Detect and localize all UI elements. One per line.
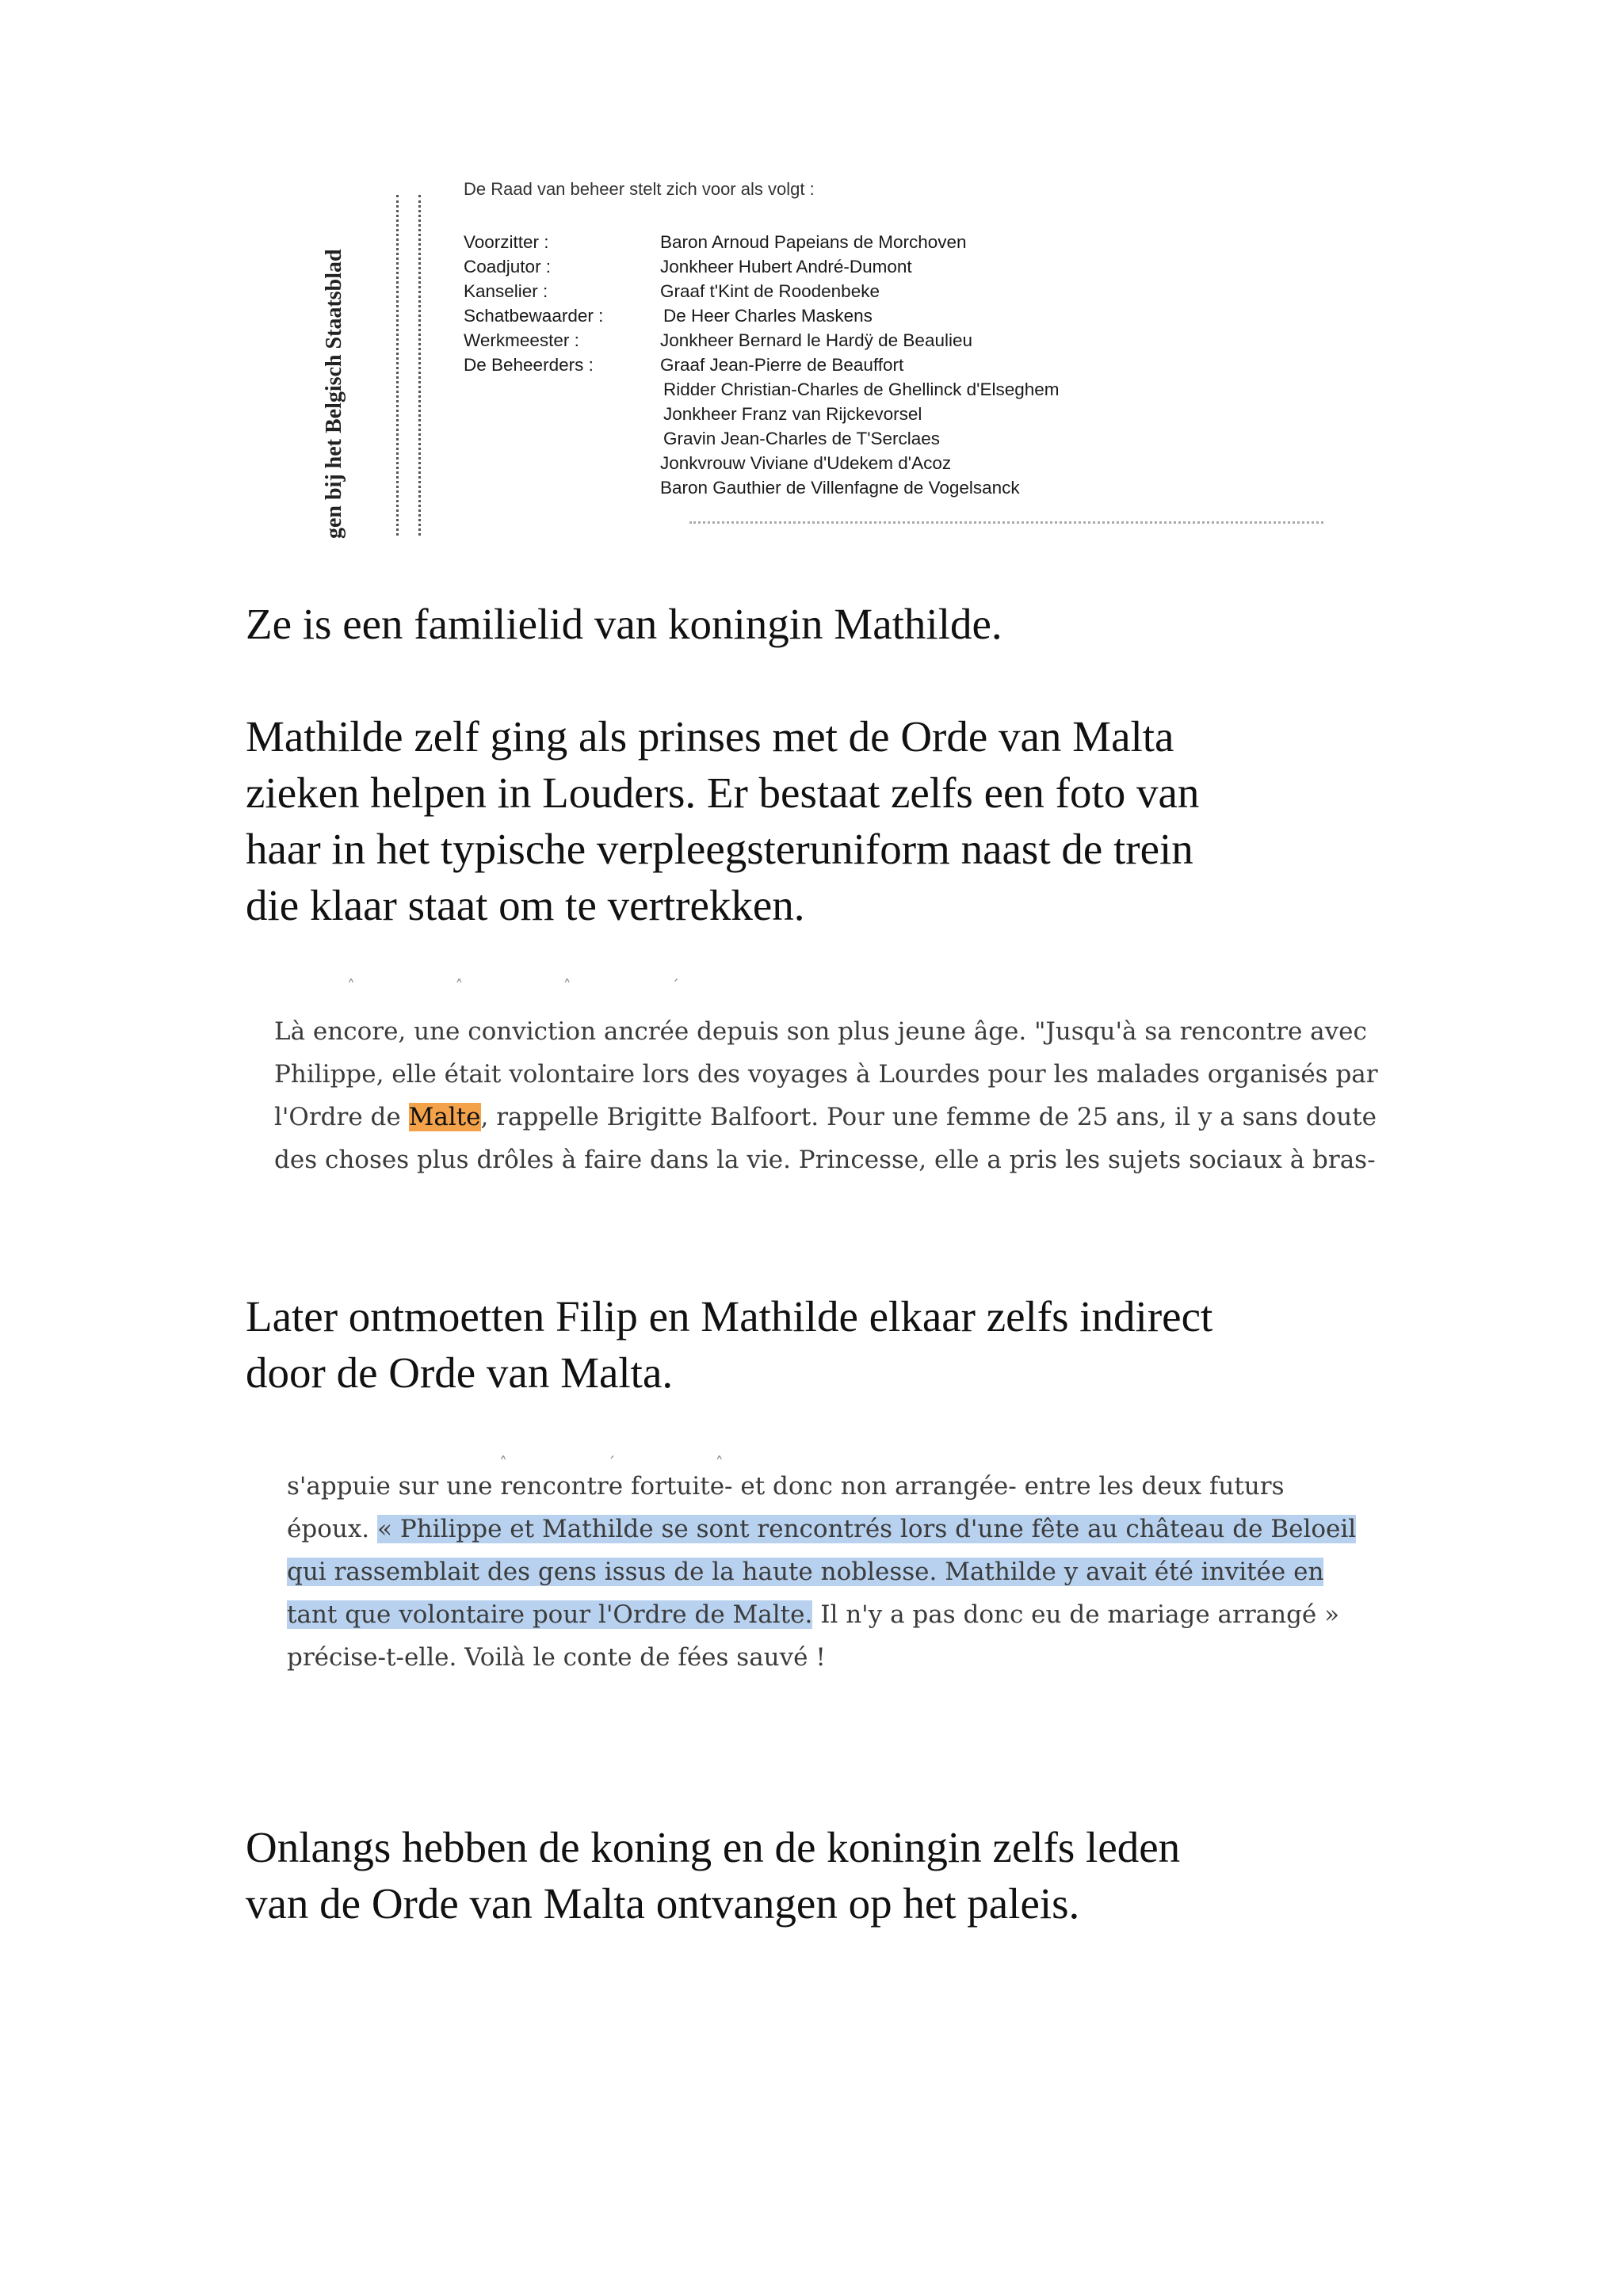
board-member-name: Graaf Jean-Pierre de Beauffort bbox=[660, 355, 904, 375]
clipping-line bbox=[287, 1600, 1339, 1629]
paragraph-line: Mathilde zelf ging als prinses met de Orde van Malta bbox=[246, 712, 1174, 761]
clipping-line bbox=[287, 1515, 1356, 1543]
dotted-divider bbox=[396, 195, 399, 536]
paragraph-line: Onlangs hebben de koning en de koningin zelfs leden bbox=[246, 1823, 1181, 1871]
clipping-cut-heading: De Raad van beheer stelt zich voor als volgt : bbox=[464, 179, 815, 199]
board-roles bbox=[464, 230, 603, 377]
board-member-name: Jonkheer Hubert André-Dumont bbox=[660, 257, 912, 277]
paragraph-palace-reception bbox=[246, 1819, 1403, 1932]
highlighted-word: Malte bbox=[408, 1103, 481, 1131]
highlighted-quote: tant que volontaire pour l'Ordre de Malte. bbox=[287, 1600, 813, 1629]
paragraph-line: die klaar staat om te vertrekken. bbox=[246, 881, 805, 929]
clipping-text: Il n'y a pas donc eu de mariage arrangé » bbox=[812, 1600, 1340, 1629]
paragraph-line: van de Orde van Malta ontvangen op het paleis. bbox=[246, 1879, 1080, 1928]
clipping-text: époux. bbox=[287, 1515, 378, 1543]
role-label: Coadjutor : bbox=[464, 257, 552, 277]
board-member-name: Gravin Jean-Charles de T'Serclaes bbox=[663, 429, 941, 448]
paragraph-family-member: Ze is een familielid van koningin Mathilde. bbox=[246, 600, 1002, 648]
role-label: Werkmeester : bbox=[464, 330, 579, 350]
clipping-line bbox=[274, 1103, 1377, 1131]
staatsblad-clipping bbox=[277, 179, 1371, 539]
clipping-line: Là encore, une conviction ancrée depuis son plus jeune âge. "Jusqu'à sa rencontre avec bbox=[274, 1017, 1367, 1046]
dotted-divider bbox=[418, 195, 421, 536]
board-member-name: Baron Gauthier de Villenfagne de Vogelsanck bbox=[660, 478, 1020, 498]
paragraph-line: Later ontmoetten Filip en Mathilde elkaar zelfs indirect bbox=[246, 1292, 1213, 1341]
paragraph-line: door de Orde van Malta. bbox=[246, 1348, 674, 1397]
clipping-cut-fragment: ˄ ´ ˄ bbox=[499, 1453, 771, 1472]
french-article-clipping-lourdes bbox=[268, 973, 1378, 1195]
board-member-name: Graaf t'Kint de Roodenbeke bbox=[660, 281, 880, 301]
french-article-clipping-beloeil bbox=[277, 1450, 1363, 1695]
role-label: Schatbewaarder : bbox=[464, 306, 604, 326]
paragraph-lourdes bbox=[246, 708, 1403, 933]
board-member-name: Ridder Christian-Charles de Ghellinck d'Elseghem bbox=[663, 379, 1060, 399]
paragraph-line: haar in het typische verpleegsteruniform naast de trein bbox=[246, 825, 1193, 873]
board-member-name: De Heer Charles Maskens bbox=[663, 306, 873, 326]
clipping-line: Philippe, elle était volontaire lors des voyages à Lourdes pour les malades organisés par bbox=[274, 1060, 1378, 1089]
clipping-line: des choses plus drôles à faire dans la vie. Princesse, elle a pris les sujets sociaux à bras- bbox=[274, 1146, 1376, 1174]
clipping-text: l'Ordre de bbox=[274, 1103, 409, 1131]
board-member-name: Jonkvrouw Viviane d'Udekem d'Acoz bbox=[660, 453, 952, 473]
board-names bbox=[660, 230, 1060, 500]
highlighted-quote: « Philippe et Mathilde se sont rencontrés lors d'une fête au château de Beloeil bbox=[377, 1515, 1357, 1543]
staatsblad-side-label: gen bij het Belgisch Staatsblad bbox=[322, 249, 346, 539]
clipping-cut-fragment: ˄ ˄ ˄ ´ bbox=[347, 976, 727, 995]
paragraph-meeting bbox=[246, 1288, 1403, 1401]
highlighted-quote: qui rassemblait des gens issus de la haute noblesse. Mathilde y avait été invitée en bbox=[287, 1558, 1324, 1586]
clipping-text: , rappelle Brigitte Balfoort. Pour une femme de 25 ans, il y a sans doute bbox=[480, 1103, 1377, 1131]
role-label: Kanselier : bbox=[464, 281, 548, 301]
clipping-line: s'appuie sur une rencontre fortuite- et donc non arrangée- entre les deux futurs bbox=[287, 1472, 1285, 1501]
clipping-line: précise-t-elle. Voilà le conte de fées sauvé ! bbox=[287, 1643, 826, 1672]
board-member-name: Jonkheer Franz van Rijckevorsel bbox=[663, 404, 922, 424]
dotted-divider bbox=[689, 521, 1323, 524]
board-member-name: Jonkheer Bernard le Hardÿ de Beaulieu bbox=[660, 330, 972, 350]
board-member-name: Baron Arnoud Papeians de Morchoven bbox=[660, 232, 967, 252]
role-label: Voorzitter : bbox=[464, 232, 549, 252]
role-label: De Beheerders : bbox=[464, 355, 594, 375]
clipping-line bbox=[287, 1558, 1323, 1586]
paragraph-line: zieken helpen in Louders. Er bestaat zelfs een foto van bbox=[246, 769, 1200, 817]
